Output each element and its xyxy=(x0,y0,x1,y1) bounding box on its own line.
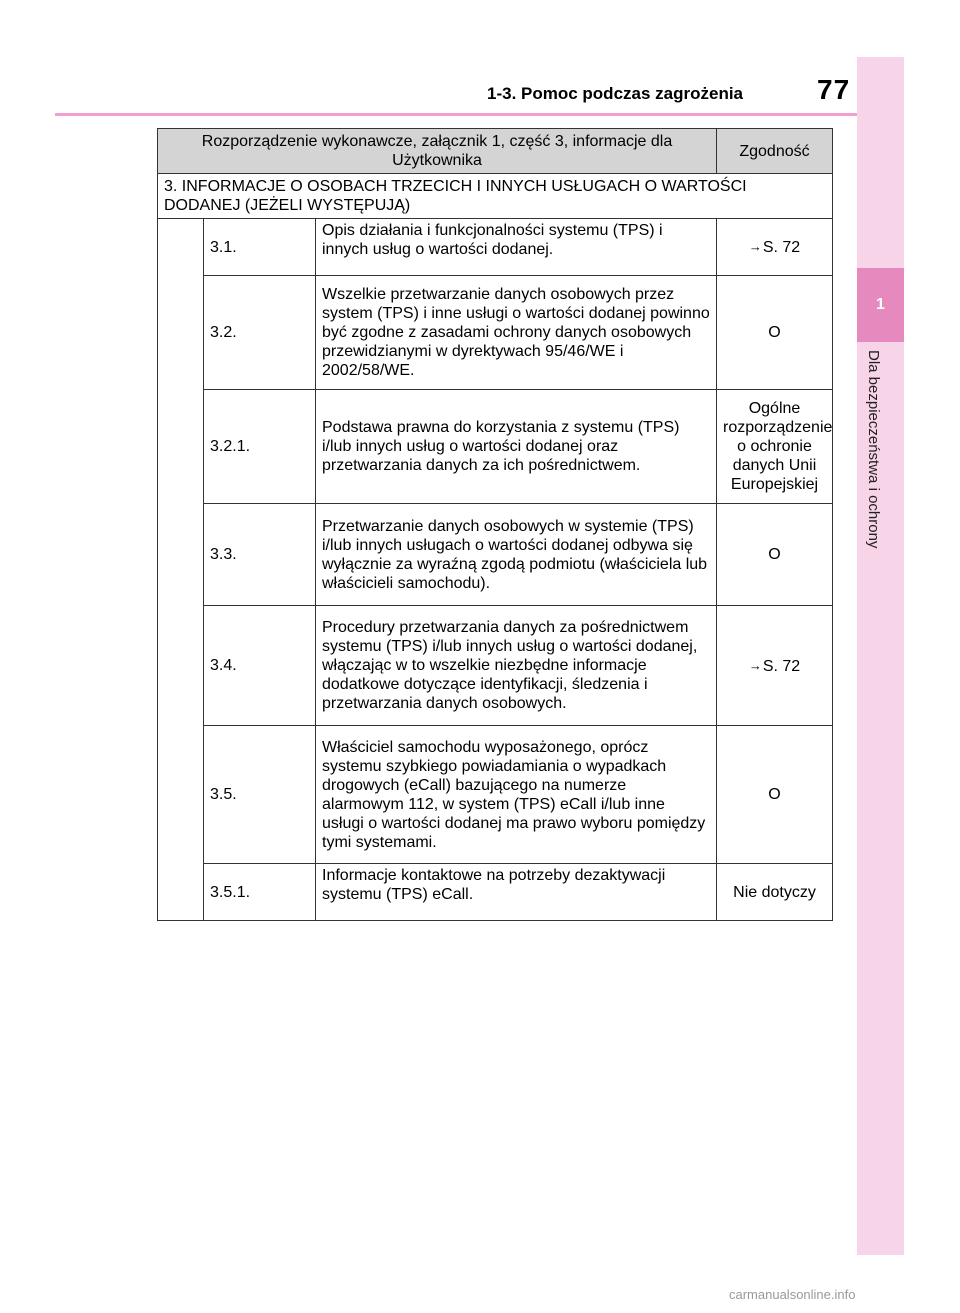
row-number: 3.3. xyxy=(204,504,316,606)
row-compliance xyxy=(717,606,833,726)
row-description: Właściciel samochodu wyposażonego, oprócz systemu szybkiego powiadamiania o wypadkach drogowych (eCall) bazującego na numerze alarmowym 112, w system (TPS) eCall i/lub inne usługi o wartości dodanej ma prawo wyboru pomiędzy tymi systemami. xyxy=(316,726,717,864)
row-description: Opis działania i funkcjonalności systemu (TPS) i innych usług o wartości dodanej. xyxy=(316,219,717,276)
chapter-number-badge xyxy=(857,268,904,342)
row-compliance xyxy=(717,219,833,276)
chapter-side-tab xyxy=(857,57,904,1255)
row-compliance: O xyxy=(717,504,833,606)
watermark: carmanualsonline.info xyxy=(729,1287,856,1302)
row-description: Procedury przetwarzania danych za pośrednictwem systemu (TPS) i/lub innych usług o wartości dodanej, włączając w to wszelkie niezbędne informacje dodatkowe dotyczące identyfikacji, śledzenia i przetwarzania danych osobowych. xyxy=(316,606,717,726)
row-description: Przetwarzanie danych osobowych w systemie (TPS) i/lub innych usługach o wartości dodanej odbywa się wyłącznie za wyraźną zgodą podmiotu (właściciela lub właścicieli samochodu). xyxy=(316,504,717,606)
table-header-compliance: Zgodność xyxy=(717,129,833,174)
row-description: Informacje kontaktowe na potrzeby dezaktywacji systemu (TPS) eCall. xyxy=(316,864,717,921)
section-heading: 3. INFORMACJE O OSOBACH TRZECICH I INNYCH USŁUGACH O WARTOŚCI DODANEJ (JEŻELI WYSTĘPUJĄ) xyxy=(158,174,833,219)
chapter-number: 1 xyxy=(876,296,885,313)
header-rule xyxy=(55,113,857,116)
table-row xyxy=(158,864,833,921)
page-reference: S. 72 xyxy=(762,657,801,675)
row-description: Wszelkie przetwarzanie danych osobowych przez system (TPS) i inne usługi o wartości dodanej powinno być zgodne z zasadami ochrony danych osobowych przewidzianymi w dyrektywach 95/46/WE i 2002/58/WE. xyxy=(316,276,717,390)
table-row xyxy=(158,390,833,504)
arrow-right-icon: → xyxy=(748,239,762,254)
chapter-side-label: Dla bezpieczeństwa i ochrony xyxy=(865,350,882,549)
row-compliance: Nie dotyczy xyxy=(717,864,833,921)
table-header-row xyxy=(158,129,833,174)
table-row xyxy=(158,504,833,606)
row-description: Podstawa prawna do korzystania z systemu (TPS) i/lub innych usług o wartości dodanej oraz przetwarzania danych za ich pośrednictwem. xyxy=(316,390,717,504)
row-number: 3.4. xyxy=(204,606,316,726)
page-number: 77 xyxy=(817,74,851,105)
row-compliance: O xyxy=(717,276,833,390)
row-compliance: Ogólne rozporządzenie o ochronie danych Unii Europejskiej xyxy=(717,390,833,504)
row-number: 3.2. xyxy=(204,276,316,390)
table-row xyxy=(158,606,833,726)
section-title: 1-3. Pomoc podczas zagrożenia xyxy=(487,84,744,103)
table-row xyxy=(158,276,833,390)
row-compliance: O xyxy=(717,726,833,864)
compliance-table xyxy=(157,128,833,921)
indent-cell xyxy=(158,219,204,921)
row-number: 3.2.1. xyxy=(204,390,316,504)
table-row xyxy=(158,219,833,276)
row-number: 3.5.1. xyxy=(204,864,316,921)
row-number: 3.5. xyxy=(204,726,316,864)
table-header-regulation: Rozporządzenie wykonawcze, załącznik 1, część 3, informacje dla Użytkownika xyxy=(158,129,717,174)
table-section-row xyxy=(158,174,833,219)
row-number: 3.1. xyxy=(204,219,316,276)
page-reference: S. 72 xyxy=(762,239,801,256)
arrow-right-icon: → xyxy=(748,657,762,673)
table-row xyxy=(158,726,833,864)
